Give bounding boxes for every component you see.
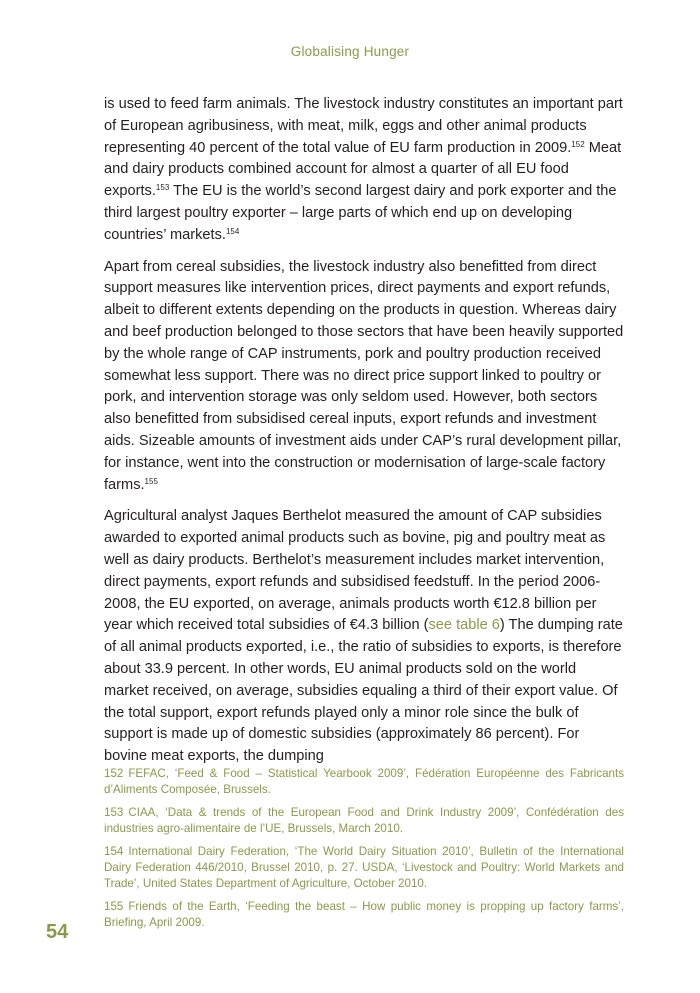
footnote-ref-154[interactable]: 154 <box>225 226 240 236</box>
footnote-number: 155 <box>104 899 124 913</box>
footnote-number: 152 <box>104 767 124 780</box>
footnote-item <box>104 844 624 893</box>
footnote-text: CIAA, ‘Data & trends of the European Food and Drink Industry 2009’, Confédération des industries agro-alimentaire de l’UE, Brussels, March 2010. <box>104 805 624 836</box>
footnote-text: Friends of the Earth, ‘Feeding the beast – How public money is propping up factory farms’, Briefing, April 2009. <box>104 899 624 930</box>
paragraph-3-text-b: ) The dumping rate of all animal products exported, i.e., the ratio of subsidies to exports, is therefore about 33.9 percent. In other words, EU animal products sold on the world market received, on average, subsidies equaling a third of their export value. Of the total support, export refunds played only a minor role since the bulk of support is made up of domestic subsidies (approximately 86 percent). For bovine meat exports, the dumping <box>104 617 623 765</box>
footnote-text: International Dairy Federation, ‘The World Dairy Situation 2010’, Bulletin of the International Dairy Federation 446/2010, Brussel 2010, p. 27. USDA, ‘Livestock and Poultry: World Markets and Trade’, United States Department of Agriculture, October 2010. <box>104 844 624 891</box>
paragraph-1 <box>104 94 624 247</box>
table-6-link[interactable]: see table 6 <box>428 617 500 634</box>
footnotes <box>104 766 624 938</box>
footnote-item <box>104 805 624 838</box>
paragraph-2-text-a: Apart from cereal subsidies, the livestock industry also benefitted from direct support measures like intervention prices, direct payments and export refunds, albeit to different extents depending on the products in question. Whereas dairy and beef production belonged to those sectors that have been heavily supported by the whole range of CAP instruments, pork and poultry production received somewhat less support. There was no direct price support linked to poultry or pork, and intervention storage was only seldom used. However, both sectors also benefitted from subsidised cereal inputs, export refunds and investment aids. Sizeable amounts of investment aids under CAP’s rural development pillar, for instance, went into the construction or modernisation of large-scale factory farms. <box>104 258 624 493</box>
footnote-ref-153[interactable]: 153 <box>155 183 170 193</box>
paragraph-3-text-a: Agricultural analyst Jaques Berthelot measured the amount of CAP subsidies awarded to exported animal products such as bovine, pig and poultry meat as well as dairy products. Berthelot’s measurement includes market intervention, direct payments, export refunds and subsidised feedstuff. In the period 2006-2008, the EU exported, on average, animals products worth €12.8 billion per year which received total subsidies of €4.3 billion ( <box>104 508 606 634</box>
paragraph-2 <box>104 257 624 497</box>
body-text <box>104 94 624 778</box>
footnote-text: FEFAC, ‘Feed & Food – Statistical Yearbook 2009’, Fédération Européenne des Fabricants d’Aliments Composée, Brussels. <box>104 767 624 797</box>
paragraph-1-text-b: Meat and dairy products combined account for almost a quarter of all EU food exports. <box>104 139 622 200</box>
footnote-number: 154 <box>104 844 124 858</box>
footnote-ref-155[interactable]: 155 <box>144 476 158 486</box>
footnote-item <box>104 766 624 799</box>
footnote-ref-152[interactable]: 152 <box>571 139 585 149</box>
running-header: Globalising Hunger <box>290 44 410 59</box>
paragraph-1-text-c: The EU is the world’s second largest dairy and pork exporter and the third largest poultry exporter – large parts of which end up on developing countries’ markets. <box>104 183 617 243</box>
paragraph-1-text-a: is used to feed farm animals. The livestock industry constitutes an important part of European agribusiness, with meat, milk, eggs and other animal products representing 40 percent of the total value of EU farm production in 2009. <box>104 96 623 156</box>
paragraph-3 <box>104 506 624 768</box>
page-number: 54 <box>46 921 69 943</box>
footnote-number: 153 <box>104 805 124 819</box>
footnote-item <box>104 899 624 932</box>
